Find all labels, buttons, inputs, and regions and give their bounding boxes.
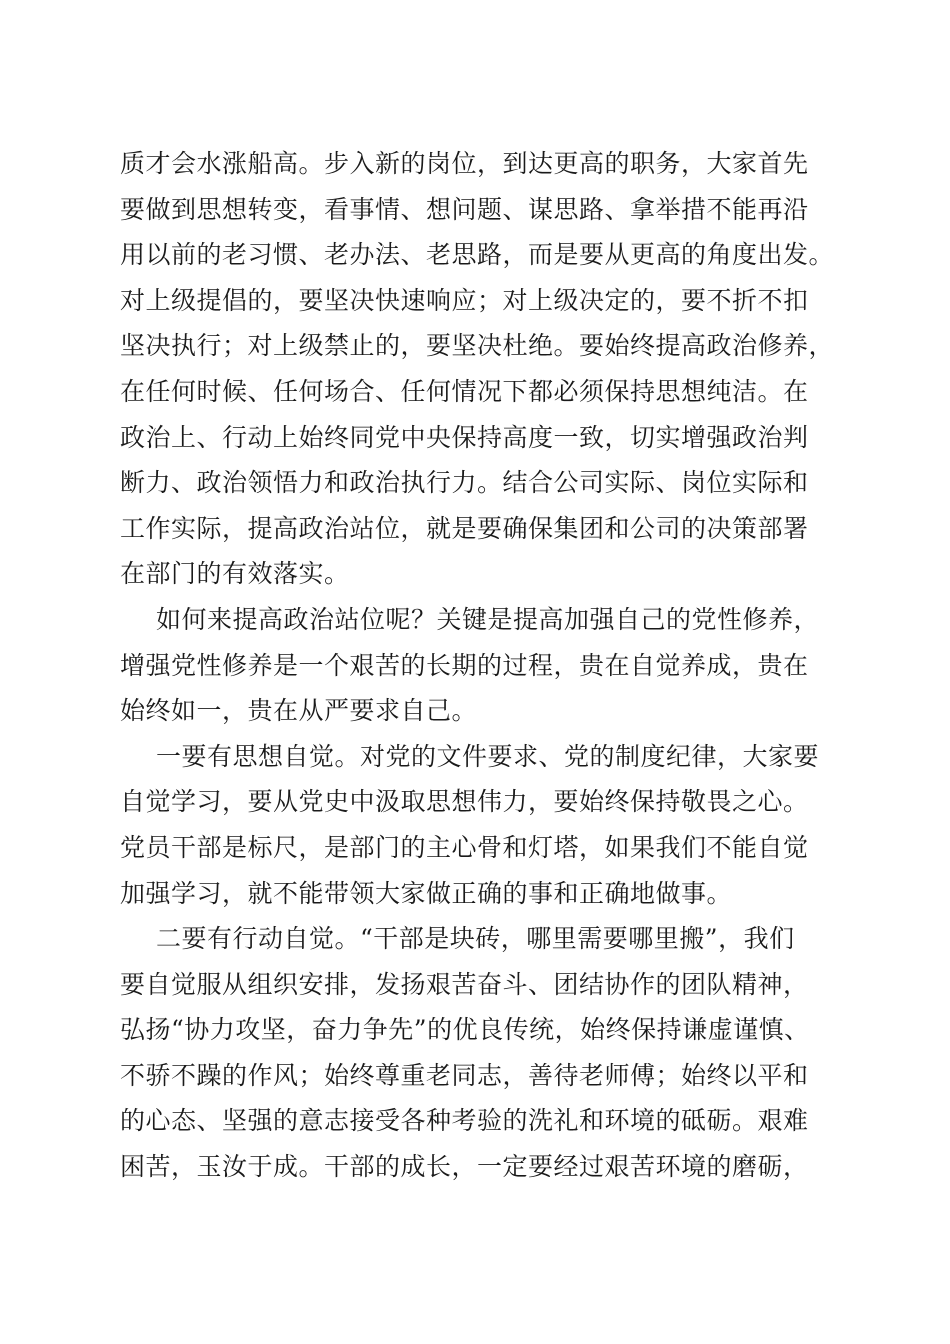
text-line: 坚决执行；对上级禁止的，要坚决杜绝。要始终提高政治修养， [120,331,835,361]
text-line: 要做到思想转变，看事情、想问题、谋思路、拿举措不能再沿 [120,194,809,224]
text-line: 增强党性修养是一个艰苦的长期的过程，贵在自觉养成，贵在 [120,650,809,680]
text-line: 在任何时候、任何场合、任何情况下都必须保持思想纯洁。在 [120,376,809,406]
text-line: 加强学习，就不能带领大家做正确的事和正确地做事。 [120,878,733,908]
text-line: 的心态、坚强的意志接受各种考验的洗礼和环境的砥砺。艰难 [120,1106,809,1136]
text-line: 政治上、行动上始终同党中央保持高度一致，切实增强政治判 [120,422,809,452]
text-line: 在部门的有效落实。 [120,559,350,589]
text-line: 如何来提高政治站位呢？关键是提高加强自己的党性修养， [156,604,820,634]
text-line: 用以前的老习惯、老办法、老思路，而是要从更高的角度出发。 [120,240,835,270]
text-line: 始终如一，贵在从严要求自己。 [120,696,478,726]
text-line: 要自觉服从组织安排，发扬艰苦奋斗、团结协作的团队精神， [120,969,809,999]
text-line: 困苦，玉汝于成。干部的成长，一定要经过艰苦环境的磨砺， [120,1152,809,1182]
text-line: 不骄不躁的作风；始终尊重老同志，善待老师傅；始终以平和 [120,1060,809,1090]
text-line: 质才会水涨船高。步入新的岗位，到达更高的职务，大家首先 [120,149,809,178]
text-line: 工作实际，提高政治站位，就是要确保集团和公司的决策部署 [120,513,809,543]
paragraph [120,734,860,916]
text-line: 二要有行动自觉。“干部是块砖，哪里需要哪里搬”，我们 [156,924,795,954]
text-line: 断力、政治领悟力和政治执行力。结合公司实际、岗位实际和 [120,468,809,498]
text-line: 一要有思想自觉。对党的文件要求、党的制度纪律，大家要 [156,741,820,771]
text-line: 对上级提倡的，要坚决快速响应；对上级决定的，要不折不扣 [120,285,809,315]
text-line: 党员干部是标尺，是部门的主心骨和灯塔，如果我们不能自觉 [120,832,809,862]
paragraph [120,141,860,597]
text-line: 弘扬“协力攻坚，奋力争先”的优良传统，始终保持谦虚谨慎、 [120,1015,810,1045]
text-line: 自觉学习，要从党史中汲取思想伟力，要始终保持敬畏之心。 [120,787,809,817]
paragraph [120,597,860,734]
body-text [120,141,860,1190]
paragraph [120,916,860,1190]
